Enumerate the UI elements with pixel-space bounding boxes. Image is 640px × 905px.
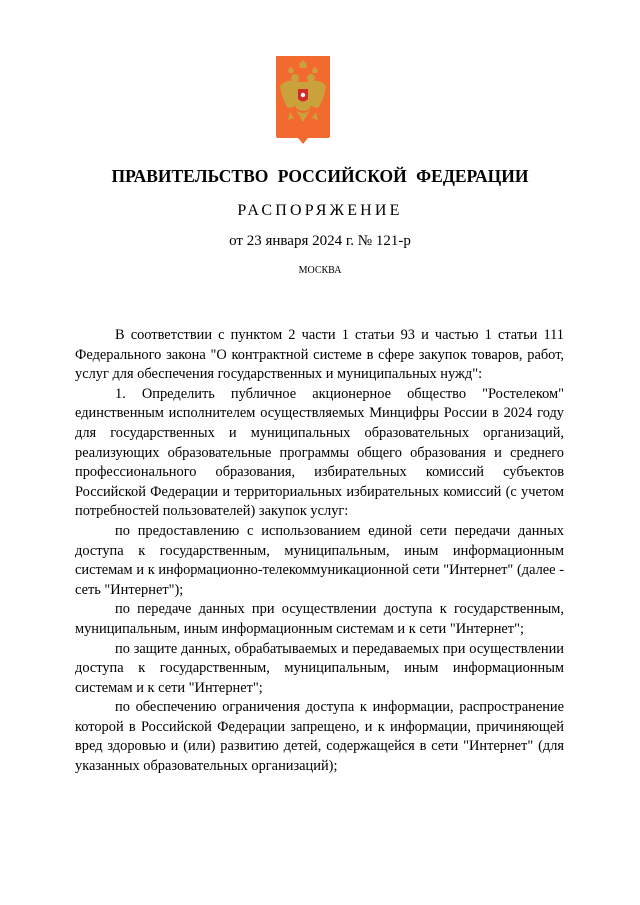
paragraph: 1. Определить публичное акционерное общество "Ростелеком" единственным исполнителем осуществляемых Минцифры России в 2024 году для государственных и муниципальных образовательных организаций, реализующих образовательные программы общего образования и среднего профессионального образования, избирательных комиссий субъектов Российской Федерации и территориальных избирательных комиссий (с учетом потребностей пользователей) закупок услуг:	[75, 385, 564, 520]
paragraph: по передаче данных при осуществлении доступа к государственным, муниципальным, иным информационным системам и к сети "Интернет";	[75, 601, 564, 637]
document-body	[75, 326, 564, 777]
paragraph: по обеспечению ограничения доступа к информации, распространение которой в Российской Федерации запрещено, и к информации, причиняющей вред здоровью и (или) развитию детей, содержащейся в сети "Интернет" (для указанных образовательных организаций);	[75, 699, 564, 775]
coat-of-arms-emblem	[276, 56, 330, 144]
paragraph: по защите данных, обрабатываемых и передаваемых при осуществлении доступа к государственным, муниципальным, иным информационным системам и к сети "Интернет";	[75, 640, 564, 696]
paragraph: по предоставлению с использованием единой сети передачи данных доступа к государственным, муниципальным, иным информационным системам и к информационно-телекоммуникационной сети "Интернет" (далее - сеть "Интернет");	[75, 522, 564, 598]
government-title: ПРАВИТЕЛЬСТВО РОССИЙСКОЙ ФЕДЕРАЦИИ	[111, 166, 529, 186]
document-date-number: от 23 января 2024 г. № 121-р	[229, 233, 411, 249]
coat-of-arms-icon	[276, 56, 330, 144]
document-type: РАСПОРЯЖЕНИЕ	[237, 202, 403, 219]
document-city: МОСКВА	[298, 265, 342, 276]
paragraph: В соответствии с пунктом 2 части 1 статьи 93 и частью 1 статьи 111 Федерального закона "О контрактной системе в сфере закупок товаров, работ, услуг для обеспечения государственных и муниципальных нужд":	[75, 327, 564, 383]
